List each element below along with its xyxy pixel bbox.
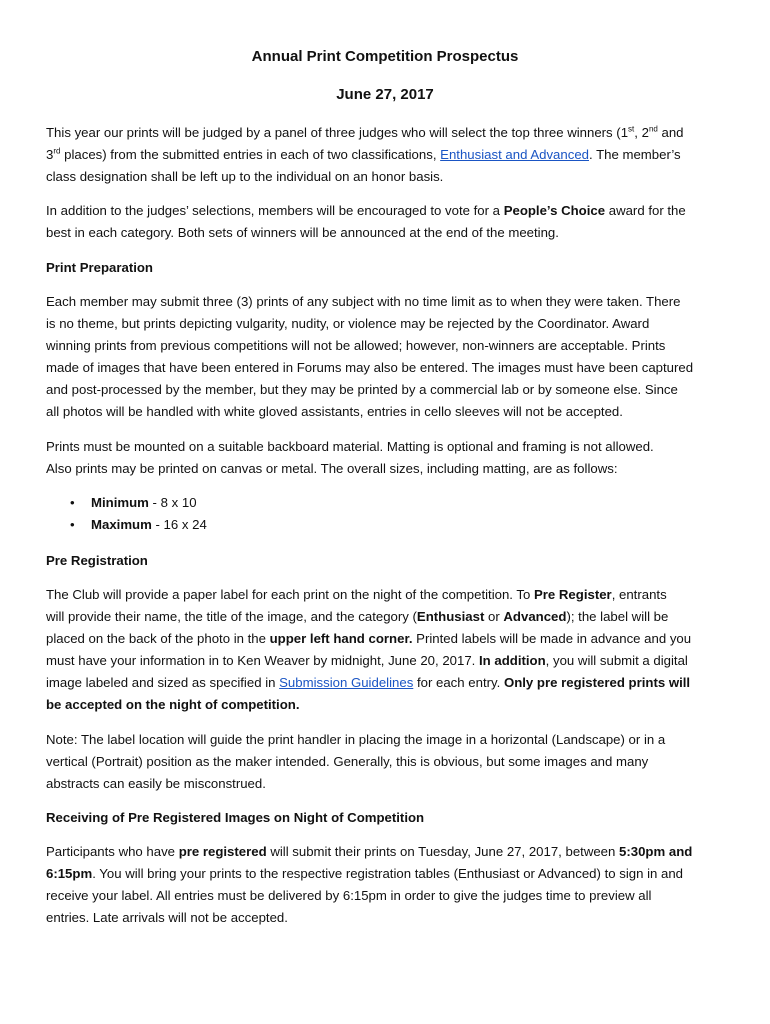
- list-item: • Maximum - 16 x 24: [46, 514, 730, 536]
- heading-print-preparation: Print Preparation: [46, 260, 153, 275]
- document-date: June 27, 2017: [336, 86, 434, 103]
- submission-guidelines-link[interactable]: Submission Guidelines: [279, 675, 414, 690]
- intro-line-3: class designation shall be left up to the individual on an honor basis.: [46, 169, 444, 184]
- note-paragraph: Note: The label location will guide the print handler in placing the image in a horizontal (Landscape) or in a vertical (Portrait) position as the maker intended. Generally, this is obvious, but some images and many abstracts can easily be misconstrued.: [46, 732, 666, 791]
- bullet-icon: •: [70, 517, 75, 532]
- receiving-paragraph: Participants who have pre registered will submit their prints on Tuesday, June 27, 2017, between 5:30pm and 6:15pm. You will bring your prints to the respective registration tables (Enthusiast or Advanced) to sign in and receive your label. All entries must be delivered by 6:15pm in order to give the judges time to preview all entries. Late arrivals will not be accepted.: [46, 844, 693, 925]
- pre-registration-paragraph: The Club will provide a paper label for each print on the night of the competition. To Pre Register, entrants will provide their name, the title of the image, and the category (Enthusiast or Advanced); the label will be placed on the back of the photo in the upper left hand corner. Printed labels will be made in advance and you must have your information in to Ken Weaver by midnight, June 20, 2017. In addition, you will submit a digital image labeled and sized as specified in Submission Guidelines for each entry. Only pre registered prints will be accepted on the night of competition.: [46, 587, 692, 712]
- heading-pre-registration: Pre Registration: [46, 553, 148, 568]
- heading-receiving: Receiving of Pre Registered Images on Night of Competition: [46, 810, 425, 825]
- peoples-choice-paragraph: In addition to the judges’ selections, members will be encouraged to vote for a People’s Choice award for the best in each category. Both sets of winners will be announced at the end of the meeting.: [46, 203, 686, 240]
- mounting-paragraph: Prints must be mounted on a suitable backboard material. Matting is optional and framing is not allowed. Also prints may be printed on canvas or metal. The overall sizes, including matting, are as follows:: [46, 439, 654, 476]
- intro-line-2: 3rd places) from the submitted entries in each of two classifications, Enthusiast and Advanced. The member’s: [46, 146, 681, 162]
- classifications-link[interactable]: Enthusiast and Advanced: [440, 147, 589, 162]
- print-preparation-paragraph: Each member may submit three (3) prints of any subject with no time limit as to when they were taken. There is no theme, but prints depicting vulgarity, nudity, or violence may be rejected by the Coordinator. Award winning prints from previous competitions will not be allowed; however, non-winners are acceptable. Prints made of images that have been entered in Forums may also be entered. The images must have been captured and post-processed by the member, but they may be printed by a commercial lab or by someone else. Since all photos will be handled with white gloved assistants, entries in cello sleeves will not be accepted.: [46, 294, 694, 419]
- document-title: Annual Print Competition Prospectus: [251, 48, 519, 65]
- list-item: • Minimum - 8 x 10: [46, 492, 730, 514]
- size-list: [46, 492, 730, 536]
- intro-paragraph: [46, 122, 730, 188]
- bullet-icon: •: [70, 495, 75, 510]
- intro-line-1: This year our prints will be judged by a panel of three judges who will select the top three winners (1st, 2nd and: [46, 124, 684, 140]
